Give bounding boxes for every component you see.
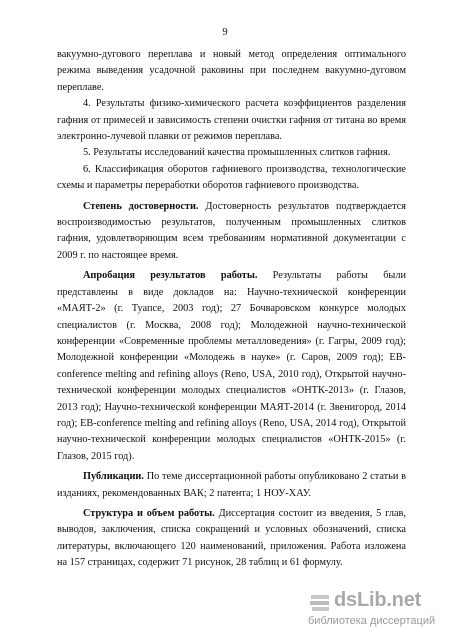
watermark-logo: dsLib.net (334, 589, 422, 611)
paragraph: 4. Результаты физико-химического расчета коэффициентов разделения гафния от примесей и зависимость степени очистки гафния от титана во время электронно-лучевой плавки от режимов переплава. (57, 98, 406, 143)
paragraph-heading: Степень достоверности. (83, 200, 199, 212)
paragraph: 6. Классификация оборотов гафниевого производства, технологические схемы и параметры переработки оборотов гафниевого производства. (57, 163, 406, 192)
paragraph: Публикации. По теме диссертационной работы опубликовано 2 статьи в изданиях, рекомендованных ВАК; 2 патента; 1 НОУ-ХАУ. (57, 471, 406, 499)
paragraph: Апробация результатов работы. Результаты работы были представлены в виде докладов на: Научно-технической конференции «МАЯТ-2» (г. Туапсе, 2003 год); 27 Бочваровском конкурсе молодых специалистов (г. Москва, 2008 год); Молодежной научно-технической конференции «Современные проблемы металловедения» (г. Гагры, 2009 год); Молодежной конференции «Молодежь в науке» (г. Саров, 2009 год); EB-conference melting and refining alloys (Reno, USA, 2010 год), Открытой научно-технической конференции молодых специалистов «ОНТК-2013» (г. Глазов, 2013 год); Научно-технической конференции МАЯТ-2014 (г. Звенигород, 2014 год); EB-conference melting and refining alloys (Reno, USA, 2014 год), Открытой научно-технической конференции молодых специалистов «ОНТК-2015» (г. Глазов, 2015 год). (57, 270, 407, 462)
paragraph-heading: Апробация результатов работы. (83, 270, 258, 282)
paragraph-heading: Структура и объем работы. (83, 507, 215, 519)
paragraph: Степень достоверности. Достоверность результатов подтверждается воспроизводимостью результатов, полученным промышленных слитков гафния, удовлетворяющим всем требованиям нормативной документации с 2009 г. по настоящее время. (57, 200, 406, 261)
paragraph: 5. Результаты исследований качества промышленных слитков гафния. (83, 147, 391, 159)
book-stack-icon (308, 591, 332, 615)
paragraph-heading: Публикации. (83, 471, 144, 483)
watermark-subtitle: библиотека диссертаций (308, 615, 436, 627)
page-number: 9 (222, 27, 228, 38)
dslib-watermark (308, 589, 440, 631)
document-body (57, 47, 406, 572)
paragraph: вакуумно-дугового переплава и новый метод определения оптимального режима выведения усадочной раковины при последнем вакуумно-дуговом переплаве. (57, 49, 406, 93)
paragraph: Структура и объем работы. Диссертация состоит из введения, 5 глав, выводов, заключения, списка сокращений и условных обозначений, списка литературы, включающего 120 наименований, приложения. Работа изложена на 157 страницах, содержит 71 рисунок, 28 таблиц и 61 формулу. (57, 507, 406, 569)
